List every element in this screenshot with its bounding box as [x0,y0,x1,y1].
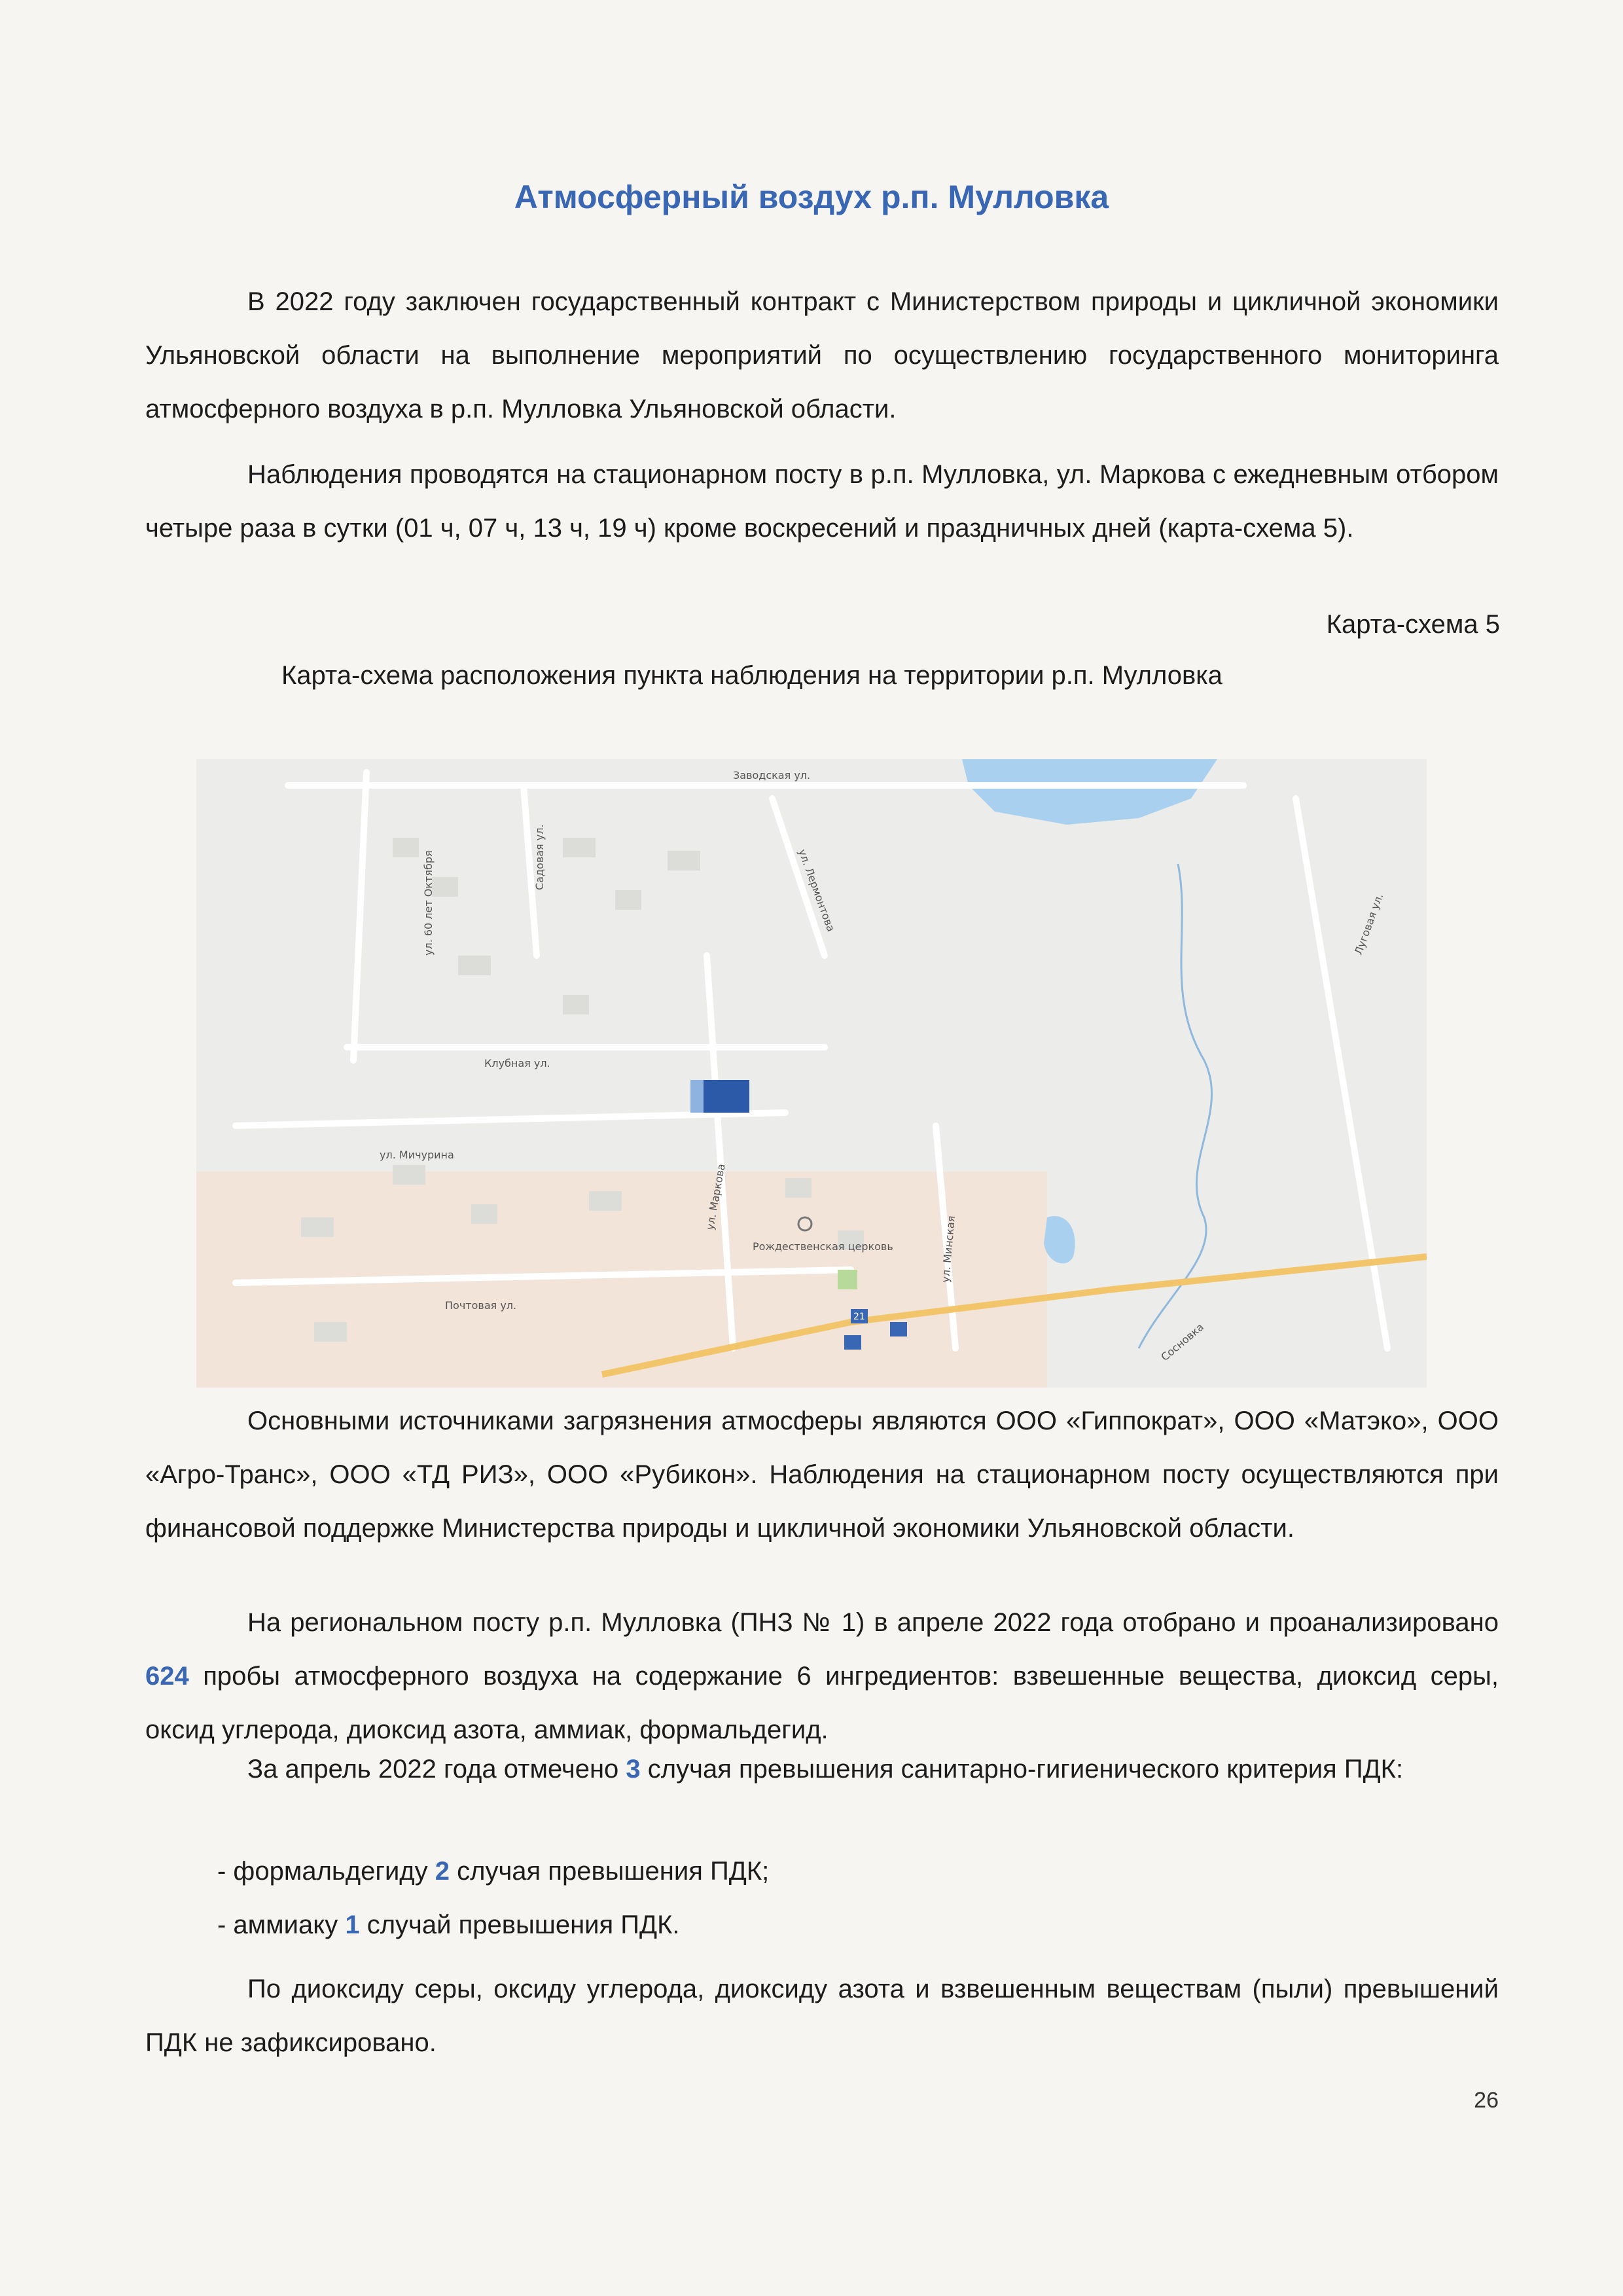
paragraph-exceedances [145,1742,1499,1796]
paragraph-sources: Основными источниками загрязнения атмосферы являются ООО «Гиппократ», ООО «Матэко», ООО «Агро-Транс», ООО «ТД РИЗ», ООО «Рубикон». Наблюдения на стационарном посту осуществляются при финансовой поддержке Министерства природы и цикличной экономики Ульяновской области. [145,1407,1499,1543]
bullet-ammonia-count: 1 [345,1910,360,1939]
bullet-formaldehyde [217,1844,769,1898]
samples-text-before: На региональном посту р.п. Мулловка (ПНЗ № 1) в апреле 2022 года отобрано и проанализировано [247,1608,1499,1637]
bullet-ammonia-tail: случай превышения ПДК. [359,1910,680,1939]
map-label: Карта-схема 5 [1326,610,1500,639]
bullet-formaldehyde-tail: случая превышения ПДК; [449,1857,770,1886]
road-number: 21 [853,1312,865,1322]
paragraph-no-exceedances: По диоксиду серы, оксиду углерода, диоксиду азота и взвешенным веществам (пыли) превышений ПДК не зафиксировано. [145,1975,1499,2057]
street-michurina: ул. Мичурина [380,1149,454,1161]
paragraph-observations: Наблюдения проводятся на стационарном посту в р.п. Мулловка, ул. Маркова с ежедневным отбором четыре раза в сутки (01 ч, 07 ч, 13 ч, 19 ч) кроме воскресений и праздничных дней (карта-схема 5). [145,460,1499,543]
page-title: Атмосферный воздух р.п. Мулловка [514,179,1109,215]
river-label: Сосновка [1158,1320,1207,1364]
street-sadovaya: Садовая ул. [533,824,546,890]
paragraph-samples [145,1596,1499,1757]
street-zavodskaya: Заводская ул. [733,769,811,781]
street-minskaya: ул. Минская [939,1215,957,1283]
street-lermontova: ул. Лермонтова [796,847,838,933]
map-caption: Карта-схема расположения пункта наблюдения на территории р.п. Мулловка [281,661,1222,690]
paragraph-contract: В 2022 году заключен государственный контракт с Министерством природы и цикличной экономики Ульяновской области на выполнение мероприятий по осуществлению государственного мониторинга атмосферного воздуха в р.п. Мулловка Ульяновской области. [145,287,1499,423]
street-klubnaya: Клубная ул. [484,1057,550,1069]
street-markova: ул. Маркова [704,1162,728,1231]
samples-text-after: пробы атмосферного воздуха на содержание 6 ингредиентов: взвешенные вещества, диоксид серы, оксид углерода, диоксид азота, аммиак, формальдегид. [145,1662,1499,1744]
page-number: 26 [1474,2088,1499,2113]
exceedance-count: 3 [626,1755,641,1784]
exceedance-text-before: За апрель 2022 года отмечено [247,1755,626,1784]
church-label: Рождественская церковь [753,1240,893,1253]
bullet-formaldehyde-count: 2 [435,1857,450,1886]
bullet-formaldehyde-text: - формальдегиду [217,1857,435,1886]
bullet-ammonia [217,1898,680,1952]
street-pochtovaya: Почтовая ул. [445,1299,517,1312]
exceedance-text-after: случая превышения санитарно-гигиенического критерия ПДК: [640,1755,1404,1784]
station-map [196,759,1427,1388]
bullet-ammonia-text: - аммиаку [217,1910,346,1939]
street-oktyabrya: ул. 60 лет Октября [422,850,435,956]
street-lugovaya: Луговая ул. [1351,891,1386,957]
samples-count: 624 [145,1662,189,1691]
